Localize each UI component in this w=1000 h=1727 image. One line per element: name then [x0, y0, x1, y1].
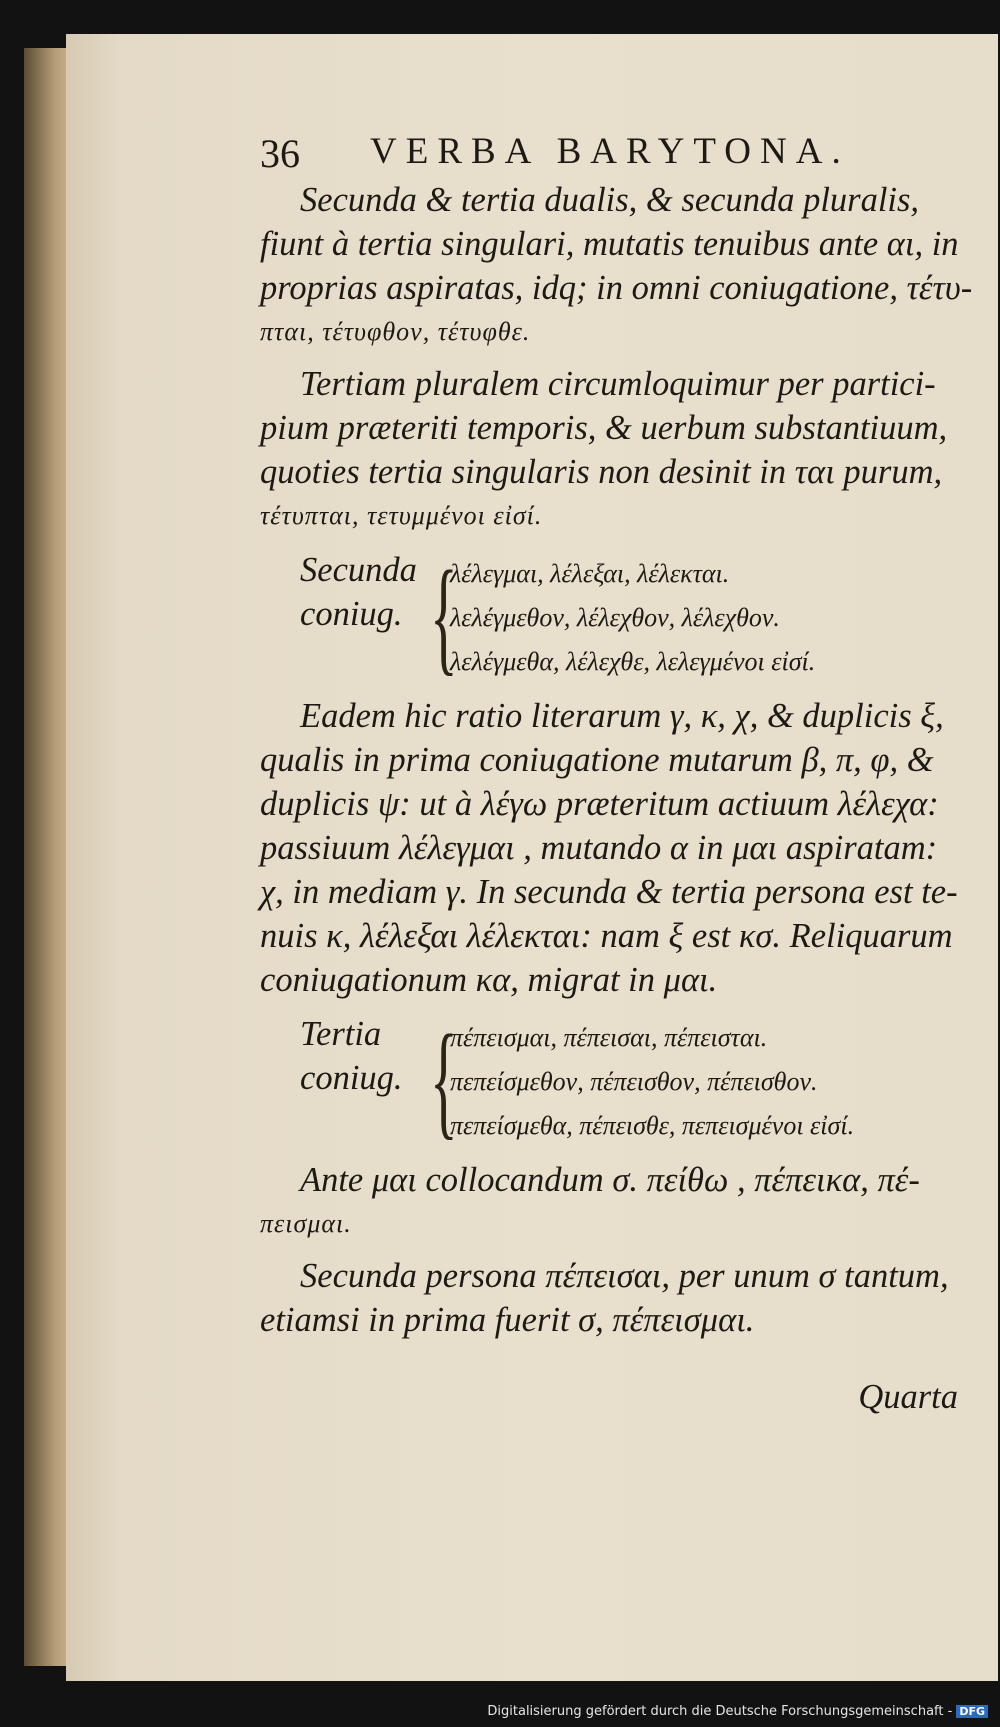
- label-line: Secunda: [300, 551, 417, 589]
- text-line: pium præteriti temporis, & uerbum substantiuum,: [260, 409, 948, 447]
- text-line: τέτυπται, τετυμμένοι εἰσί.: [260, 501, 543, 530]
- conjugation-forms: [450, 552, 815, 684]
- conjugation-forms: [450, 1016, 854, 1148]
- conjugation-label: [300, 1012, 403, 1100]
- page-number: 36: [260, 131, 300, 176]
- text-line: Eadem hic ratio literarum γ, κ, χ, & duplicis ξ,: [300, 697, 944, 735]
- brace-icon: {: [430, 545, 458, 687]
- text-line: πται, τέτυφθον, τέτυφθε.: [260, 317, 531, 346]
- conjugation-table-tertia: [260, 1009, 960, 1158]
- dfg-logo: DFG: [956, 1705, 988, 1718]
- text-line: χ, in mediam γ. In secunda & tertia persona est te-: [260, 873, 958, 911]
- credit-text: Digitalisierung gefördert durch die Deutsche Forschungsgemeinschaft -: [487, 1704, 953, 1719]
- running-head: [260, 116, 960, 178]
- paragraph-4: [260, 1158, 960, 1246]
- book-page: [66, 34, 998, 1681]
- text-line: proprias aspiratas, idq; in omni coniugatione, τέτυ-: [260, 269, 973, 307]
- form-line: λελέγμεθα, λέλεχθε, λελεγμένοι εἰσί.: [450, 647, 816, 676]
- catchword: Quarta: [858, 1378, 958, 1416]
- text-line: passiuum λέλεγμαι , mutando α in μαι aspiratam:: [260, 829, 938, 867]
- text-line: Tertiam pluralem circumloquimur per partici-: [300, 365, 936, 403]
- label-line: coniug.: [300, 595, 403, 633]
- paragraph-3: [260, 694, 960, 1002]
- page-text: [260, 116, 973, 1417]
- form-line: πέπεισμαι, πέπεισαι, πέπεισται.: [450, 1023, 768, 1052]
- conjugation-label: [300, 548, 417, 636]
- text-line: Secunda & tertia dualis, & secunda pluralis,: [300, 181, 920, 219]
- text-line: etiamsi in prima fuerit σ, πέπεισμαι.: [260, 1301, 755, 1339]
- paragraph-1: [260, 178, 973, 354]
- form-line: λέλεγμαι, λέλεξαι, λέλεκται.: [450, 559, 730, 588]
- label-line: Tertia: [300, 1015, 382, 1053]
- paragraph-5: [260, 1254, 960, 1342]
- text-line: nuis κ, λέλεξαι λέλεκται: nam ξ est κσ. Reliquarum: [260, 917, 953, 955]
- text-line: πεισμαι.: [260, 1209, 352, 1238]
- text-line: Secunda persona πέπεισαι, per unum σ tantum,: [300, 1257, 949, 1295]
- brace-icon: {: [430, 1009, 458, 1151]
- text-line: duplicis ψ: ut à λέγω præteritum actiuum λέλεχα:: [260, 785, 939, 823]
- text-line: Ante μαι collocandum σ. πείθω , πέπεικα, πέ-: [300, 1161, 920, 1199]
- label-line: coniug.: [300, 1059, 403, 1097]
- text-line: fiunt à tertia singulari, mutatis tenuibus ante αι, in: [260, 225, 959, 263]
- form-line: λελέγμεθον, λέλεχθον, λέλεχθον.: [450, 603, 780, 632]
- text-line: qualis in prima coniugatione mutarum β, π, φ, &: [260, 741, 934, 779]
- running-title: VERBA BARYTONA.: [370, 131, 850, 172]
- paragraph-2: [260, 362, 960, 538]
- form-line: πεπείσμεθον, πέπεισθον, πέπεισθον.: [450, 1067, 818, 1096]
- text-line: quoties tertia singularis non desinit in ται purum,: [260, 453, 943, 491]
- text-line: coniugationum κα, migrat in μαι.: [260, 961, 718, 999]
- form-line: πεπείσμεθα, πέπεισθε, πεπεισμένοι εἰσί.: [450, 1111, 855, 1140]
- digitization-credit: [487, 1704, 988, 1719]
- conjugation-table-secunda: [260, 545, 960, 694]
